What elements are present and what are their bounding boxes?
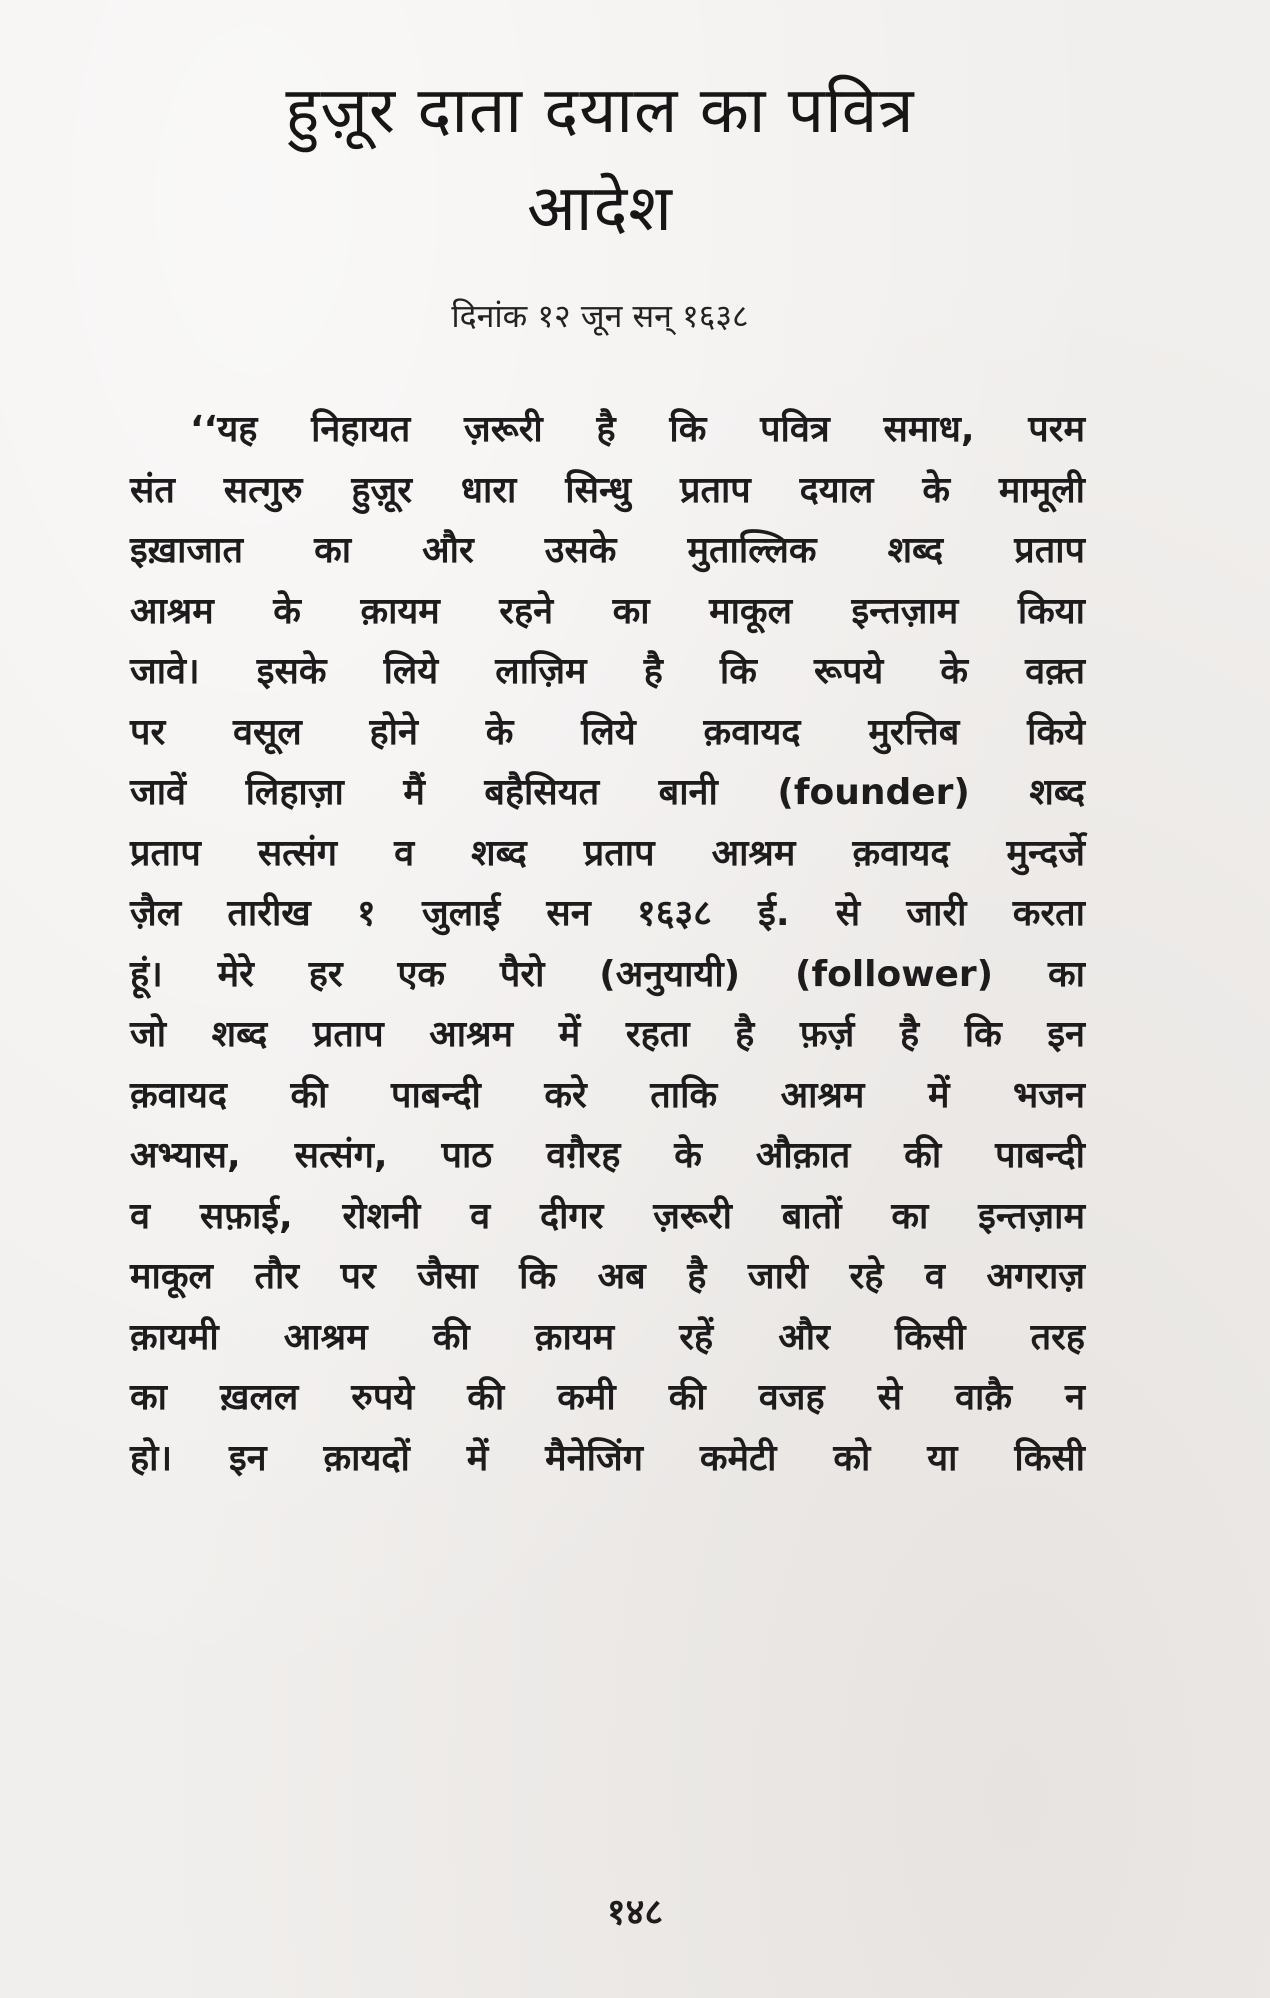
- title-line-2: आदेश: [527, 172, 673, 246]
- body-line: माकूल तौर पर जैसा कि अब है जारी रहे व अगराज़: [130, 1256, 1085, 1297]
- body-line: जो शब्द प्रताप आश्रम में रहता है फ़र्ज़ है कि इन: [130, 1014, 1085, 1055]
- body-line: पर वसूल होने के लिये क़वायद मुरत्तिब किये: [130, 711, 1085, 753]
- body-paragraph: [130, 400, 1085, 1489]
- page-number: १४८: [606, 1892, 664, 1933]
- page-title: [110, 62, 1090, 258]
- body-line: हो। इन क़ायदों में मैनेजिंग कमेटी को या किसी: [130, 1437, 1085, 1479]
- body-line: क़वायद की पाबन्दी करे ताकि आश्रम में भजन: [130, 1074, 1085, 1116]
- body-line: हूं। मेरे हर एक पैरो (अनुयायी) (follower) का: [130, 953, 1085, 995]
- body-line: व सफ़ाई, रोशनी व दीगर ज़रूरी बातों का इन्तज़ाम: [130, 1195, 1085, 1237]
- body-line: जावें लिहाज़ा मैं बहैसियत बानी (founder) शब्द: [130, 772, 1085, 813]
- date-line: दिनांक १२ जून सन् १६३८: [451, 297, 749, 335]
- body-line: आश्रम के क़ायम रहने का माकूल इन्तज़ाम किया: [130, 590, 1085, 632]
- body-line: संत सत्गुरु हुज़ूर धारा सिन्धु प्रताप दयाल के मामूली: [130, 469, 1085, 511]
- body-line: क़ायमी आश्रम की क़ायम रहें और किसी तरह: [130, 1316, 1085, 1358]
- title-line-1: हुज़ूर दाता दयाल का पवित्र: [285, 74, 915, 148]
- body-line: प्रताप सत्संग व शब्द प्रताप आश्रम क़वायद मुन्दर्जे: [130, 832, 1085, 874]
- body-line: का ख़लल रुपये की कमी की वजह से वाक़ै न: [130, 1377, 1085, 1418]
- body-line: जावे। इसके लिये लाज़िम है कि रूपये के वक़्त: [130, 651, 1085, 692]
- body-line: इख़ाजात का और उसके मुताल्लिक शब्द प्रताप: [130, 530, 1085, 571]
- body-line: ‘‘यह निहायत ज़रूरी है कि पवित्र समाध, परम: [190, 409, 1085, 450]
- body-line: अभ्यास, सत्संग, पाठ वग़ैरह के औक़ात की पाबन्दी: [130, 1135, 1085, 1176]
- body-line: ज़ैल तारीख १ जुलाई सन १६३८ ई. से जारी करता: [130, 893, 1085, 934]
